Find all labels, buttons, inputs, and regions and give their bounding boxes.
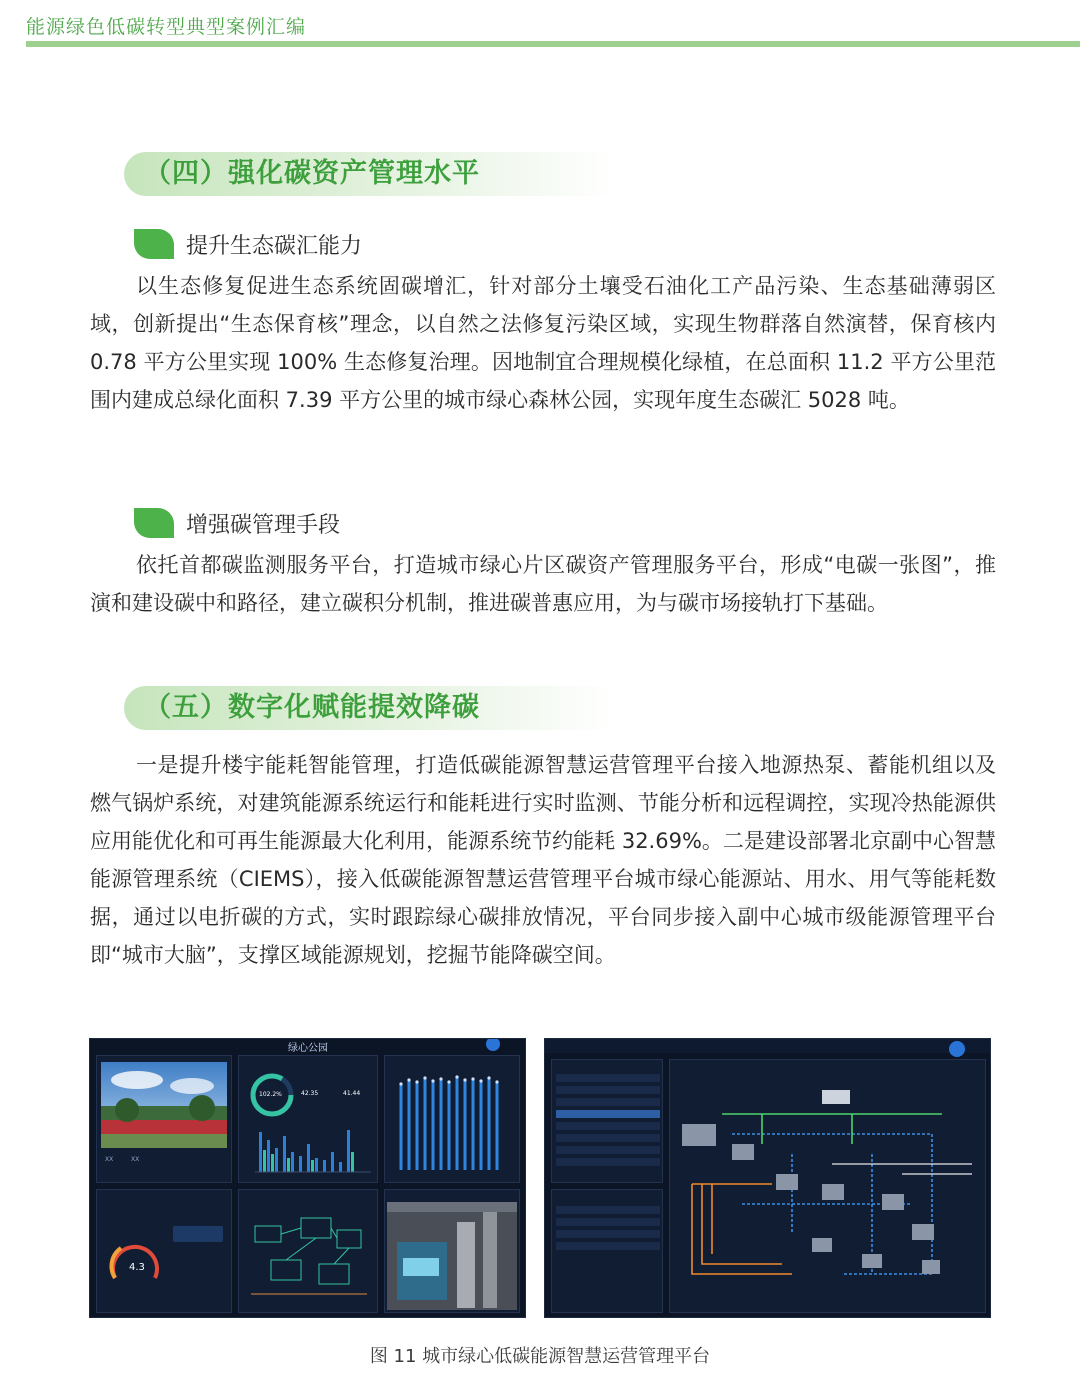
ring-value: 102.2% <box>259 1091 282 1098</box>
panel-system-diagram <box>238 1189 378 1313</box>
gauge-value: 4.3 <box>129 1262 145 1273</box>
panel-device-list <box>551 1059 663 1183</box>
paragraph-carbon-management: 依托首都碳监测服务平台，打造城市绿心片区碳资产管理服务平台，形成“电碳一张图”，推演和建设碳中和路径，建立碳积分机制，推进碳普惠应用，为与碳市场接轨打下基础。 <box>90 553 996 615</box>
panel-equipment-photo <box>384 1189 520 1313</box>
section-title-5: （五）数字化赋能提效降碳 <box>124 686 614 730</box>
paragraph-ecological: 以生态修复促进生态系统固碳增汇，针对部分土壤受石油化工产品污染、生态基础薄弱区域，创新提出“生态保育核”理念，以自然之法修复污染区域，实现生物群落自然演替，保育核内 0.78 平方公里实现 100% 生态修复治理。因地制宜合理规模化绿植，在总面积 11.2 平方公里范围内建成总绿化面积 7.39 平方公里的城市绿心森林公园，实现年度生态碳汇 5028 吨。 <box>90 274 996 412</box>
dashboard-screenshot-left <box>89 1038 526 1318</box>
trend-bar-chart <box>387 1070 517 1180</box>
photo-stat-a: XX <box>105 1156 114 1163</box>
panel-energy-ring <box>238 1055 378 1183</box>
panel-gauge <box>96 1189 232 1313</box>
leaf-icon <box>134 508 174 538</box>
leaf-icon <box>134 229 174 259</box>
dashboard-avatar <box>486 1038 500 1051</box>
paragraph-digital: 一是提升楼宇能耗智能管理，打造低碳能源智慧运营管理平台接入地源热泵、蓄能机组以及燃气锅炉系统，对建筑能源系统运行和能耗进行实时监测、节能分析和远程调控，实现冷热能源供应用能优化和可再生能源最大化利用，能源系统节约能耗 32.69%。二是建设部署北京副中心智慧能源管理系统（CIEMS），接入低碳能源智慧运营管理平台城市绿心能源站、用水、用气等能耗数据，通过以电折碳的方式，实时跟踪绿心碳排放情况，平台同步接入副中心城市级能源管理平台即“城市大脑”，支撑区域能源规划，挖掘节能降碳空间。 <box>90 753 996 967</box>
system-schematic <box>241 1208 377 1308</box>
device-list-rows <box>554 1070 662 1180</box>
head-rule <box>26 41 1080 47</box>
equipment-photo <box>387 1202 517 1310</box>
running-head: 能源绿色低碳转型典型案例汇编 <box>26 16 307 38</box>
subhead-ecological-carbon-sink <box>134 228 362 260</box>
subhead-text: 提升生态碳汇能力 <box>186 233 363 259</box>
dashboard-screenshot-right <box>544 1038 991 1318</box>
stat-b: 41.44 <box>343 1090 361 1097</box>
dashboard-topbar <box>545 1039 991 1053</box>
subhead-text: 增强碳管理手段 <box>186 512 341 538</box>
energy-flow-diagram <box>672 1074 985 1310</box>
dashboard-header: 绿心公园 <box>288 1043 328 1054</box>
device-list-rows-2 <box>554 1202 662 1262</box>
panel-trend-bars <box>384 1055 520 1183</box>
section-title-4: （四）强化碳资产管理水平 <box>124 152 614 196</box>
panel-energy-flow <box>669 1059 986 1313</box>
panel-photo <box>96 1055 232 1183</box>
speed-gauge <box>105 1230 165 1290</box>
figure-caption: 图 11 城市绿心低碳能源智慧运营管理平台 <box>369 1346 711 1367</box>
stat-a: 42.35 <box>301 1090 319 1097</box>
gauge-badge <box>173 1226 223 1242</box>
dashboard-avatar <box>949 1041 965 1057</box>
photo-stat-b: XX <box>131 1156 140 1163</box>
park-photo <box>97 1060 231 1150</box>
energy-bar-chart <box>245 1122 375 1178</box>
subhead-carbon-management <box>134 507 340 539</box>
panel-device-list-2 <box>551 1189 663 1313</box>
